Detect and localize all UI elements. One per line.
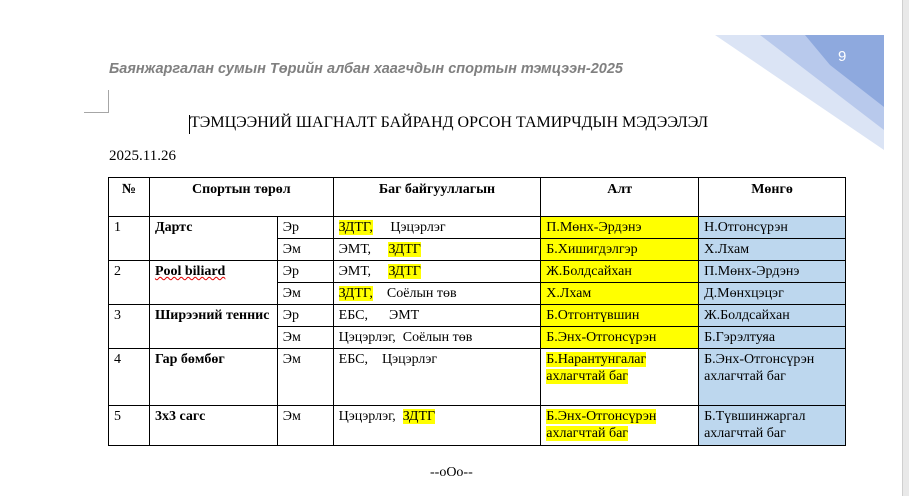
team-a: ЭМТ, (338, 242, 371, 257)
sport-name: Гар бөмбөг (149, 349, 277, 406)
row-number: 3 (109, 305, 150, 349)
team-cell (333, 349, 541, 406)
silver-winner: Х.Лхам (699, 239, 846, 261)
corner-decoration (700, 35, 902, 155)
gold-winner: Б.Хишигдэлгэр (541, 239, 699, 261)
silver-winner: Д.Мөнхцэцэг (699, 283, 846, 305)
team-cell (333, 283, 541, 305)
gender-cell: Эр (277, 217, 333, 239)
row-number: 5 (109, 406, 150, 446)
silver-winner: Б.Гэрэлтуяа (699, 327, 846, 349)
table-header-row (109, 178, 846, 217)
header-team: Баг байгууллагын (333, 178, 541, 217)
gold-winner-cell (541, 349, 699, 406)
team-b: ЗДТГ (388, 264, 421, 279)
gold-winner: Б.Отгонтүвшин (541, 305, 699, 327)
gold-winner-cell (541, 406, 699, 446)
sport-name: Ширээний теннис (149, 305, 277, 349)
silver-winner: Ж.Болдсайхан (699, 305, 846, 327)
row-number: 4 (109, 349, 150, 406)
team-cell (333, 217, 541, 239)
silver-winner: Н.Отгонсүрэн (699, 217, 846, 239)
team-b: ЗДТГ (402, 409, 436, 424)
gold-winner: П.Мөнх-Эрдэнэ (541, 217, 699, 239)
silver-winner: П.Мөнх-Эрдэнэ (699, 261, 846, 283)
silver-winner: Б.Түвшинжаргал ахлагчтай баг (699, 406, 846, 446)
document-title[interactable]: ТЭМЦЭЭНИЙ ШАГНАЛТ БАЙРАНД ОРСОН ТАМИРЧДЫН МЭДЭЭЛЭЛ (190, 114, 709, 131)
gender-cell: Эм (277, 283, 333, 305)
team-b: Соёлын төв (402, 330, 473, 345)
team-a: ЕБС, (338, 352, 368, 367)
team-b: ЭМТ (388, 308, 420, 323)
header-title: Баянжаргалан сумын Төрийн албан хаагчдын спортын тэмцээн-2025 (109, 61, 623, 77)
header-sport: Спортын төрөл (149, 178, 333, 217)
results-table (108, 177, 846, 446)
header-silver: Мөнгө (699, 178, 846, 217)
table-row (109, 217, 846, 239)
row-number: 2 (109, 261, 150, 305)
team-a: ЕБС, (338, 308, 368, 323)
table-row (109, 406, 846, 446)
team-b: ЗДТГ (388, 242, 421, 257)
gender-cell: Эм (277, 327, 333, 349)
row-number: 1 (109, 217, 150, 261)
gender-cell: Эм (277, 406, 333, 446)
gender-cell: Эм (277, 239, 333, 261)
team-b: Цэцэрлэг (381, 352, 438, 367)
page-number: 9 (838, 48, 847, 65)
gender-cell: Эр (277, 261, 333, 283)
team-cell (333, 406, 541, 446)
team-a: Цэцэрлэг, (338, 330, 396, 345)
gold-winner: Б.Энх-Отгонсүрэн ахлагчтай баг (546, 409, 657, 441)
sport-name: Дартс (149, 217, 277, 261)
gold-winner: Ж.Болдсайхан (541, 261, 699, 283)
table-row (109, 305, 846, 327)
table-row (109, 261, 846, 283)
team-a: ЗДТГ, (338, 220, 373, 235)
silver-winner: Б.Энх-Отгонсүрэн ахлагчтай баг (699, 349, 846, 406)
team-cell (333, 261, 541, 283)
team-a: ЗДТГ, (338, 286, 373, 301)
header-num: № (109, 178, 150, 217)
document-date[interactable]: 2025.11.26 (109, 148, 176, 164)
sport-name-text: Pool biliard (154, 264, 226, 279)
header-gold: Алт (541, 178, 699, 217)
sport-name (149, 261, 277, 305)
team-cell (333, 239, 541, 261)
table-row (109, 349, 846, 406)
gender-cell: Эр (277, 305, 333, 327)
team-cell (333, 327, 541, 349)
team-a: ЭМТ, (338, 264, 371, 279)
team-b: Цэцэрлэг (390, 220, 446, 235)
team-b: Соёлын төв (386, 286, 457, 301)
gold-winner: Б.Нарантунгалаг ахлагчтай баг (546, 352, 647, 384)
gold-winner: Б.Энх-Отгонсүрэн (541, 327, 699, 349)
margin-corner-mark (84, 90, 109, 113)
gold-winner: Х.Лхам (541, 283, 699, 305)
gender-cell: Эм (277, 349, 333, 406)
sport-name: 3x3 сагс (149, 406, 277, 446)
team-a: Цэцэрлэг, (338, 409, 396, 424)
team-cell (333, 305, 541, 327)
document-footer: --oOo-- (430, 465, 473, 480)
